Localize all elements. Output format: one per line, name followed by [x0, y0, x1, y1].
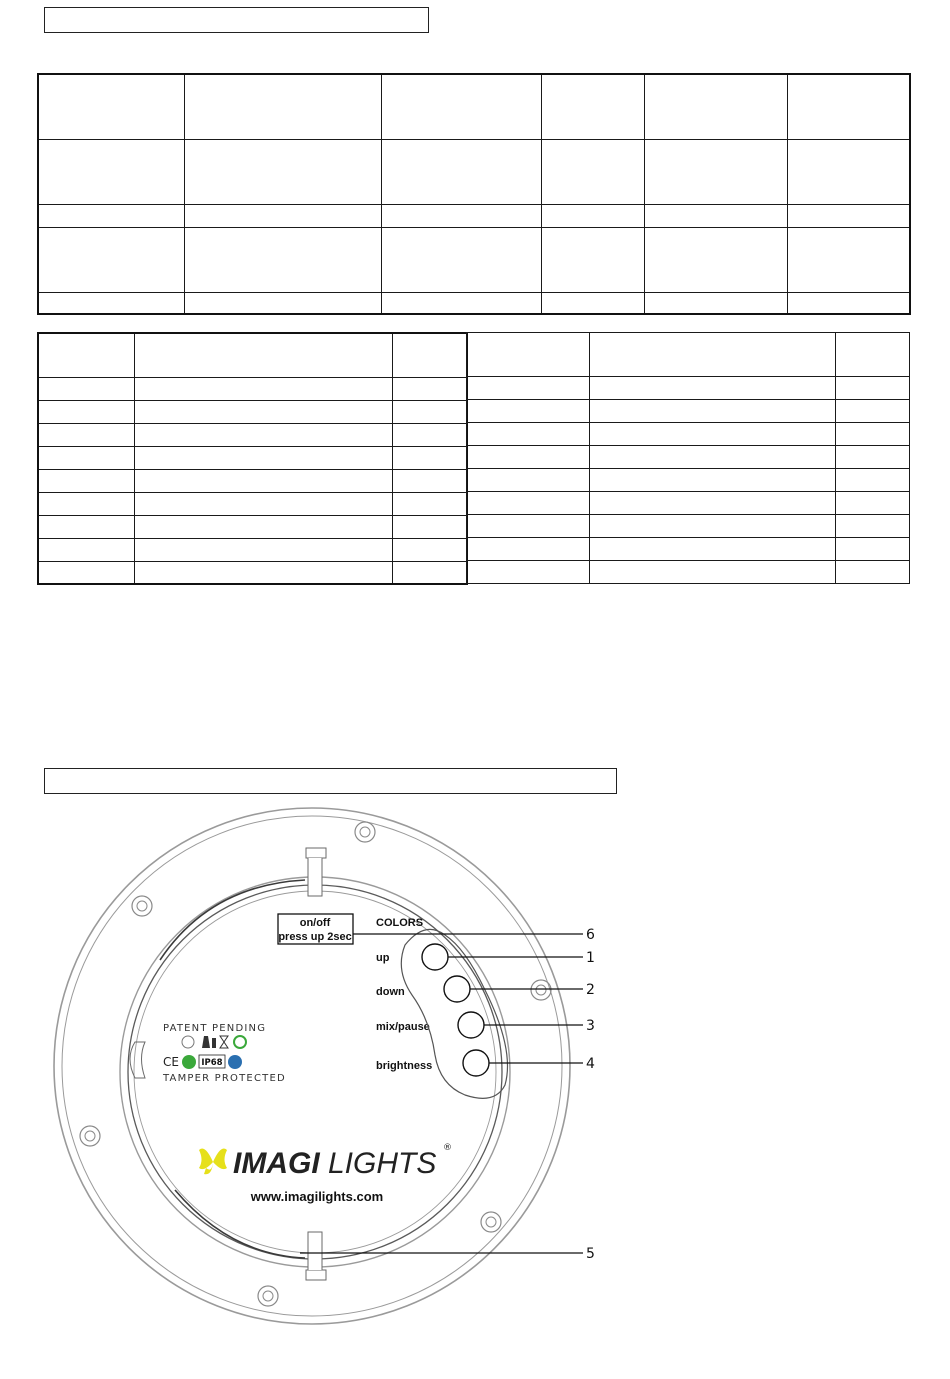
callout-number-2: 2	[586, 982, 595, 998]
table-row	[467, 423, 910, 446]
table-row	[38, 538, 467, 561]
table-row	[38, 515, 467, 538]
callout-lines	[300, 934, 583, 1253]
table-row	[467, 515, 910, 538]
quality-seal-icon	[228, 1055, 242, 1069]
brand-logo-light: LIGHTS	[328, 1147, 437, 1180]
ce-mark: CE	[163, 1055, 179, 1069]
patent-pending-text: PATENT PENDING	[163, 1023, 267, 1034]
up-label: up	[376, 952, 390, 964]
table-row	[467, 561, 910, 584]
website-url: www.imagilights.com	[250, 1189, 384, 1204]
tamper-protected-text: TAMPER PROTECTED	[163, 1073, 286, 1084]
table-row	[38, 400, 467, 423]
table-row	[467, 538, 910, 561]
screw-hole-icon	[355, 822, 375, 842]
product-diagram	[0, 780, 950, 1379]
spec-table-2-left	[37, 332, 468, 585]
table-row	[38, 227, 910, 292]
button-panel-outline	[401, 929, 507, 1098]
spec-table-2-right	[466, 332, 910, 584]
down-button[interactable]	[444, 976, 470, 1002]
screw-hole-icon	[531, 980, 551, 1000]
table-row	[38, 423, 467, 446]
screw-hole-icon	[258, 1286, 278, 1306]
eco-arrow-icon	[234, 1036, 246, 1048]
table-row	[38, 204, 910, 227]
brightness-button[interactable]	[463, 1050, 489, 1076]
callout-number-4: 4	[586, 1056, 595, 1072]
mix-pause-button[interactable]	[458, 1012, 484, 1038]
onoff-label-line2: press up 2sec	[278, 931, 352, 943]
brightness-label: brightness	[376, 1060, 433, 1072]
brand-logo-bold: IMAGI	[233, 1147, 320, 1180]
table-row	[38, 139, 910, 204]
screw-hole-icon	[132, 896, 152, 916]
disposal-person-icon	[202, 1036, 216, 1048]
callout-number-3: 3	[586, 1018, 595, 1034]
registered-mark: ®	[443, 1143, 452, 1153]
table-row	[38, 377, 467, 400]
down-label: down	[376, 986, 405, 998]
table-row	[38, 492, 467, 515]
ip68-text: IP68	[201, 1058, 223, 1068]
colors-label: COLORS	[376, 917, 424, 929]
recycle-triangle-icon	[182, 1036, 194, 1048]
table-row	[467, 377, 910, 400]
table-row	[467, 446, 910, 469]
callout-number-1: 1	[586, 950, 595, 966]
section-title-box-1	[44, 7, 429, 33]
table-row	[38, 561, 467, 584]
table-row	[467, 469, 910, 492]
up-button[interactable]	[422, 944, 448, 970]
mix-pause-label: mix/pause	[376, 1021, 430, 1033]
table-row	[467, 400, 910, 423]
spec-table-1	[37, 73, 911, 315]
callout-number-5: 5	[586, 1246, 595, 1262]
table-row	[38, 74, 910, 139]
butterfly-logo-icon	[199, 1149, 227, 1175]
screw-hole-icon	[481, 1212, 501, 1232]
green-leaf-icon	[182, 1055, 196, 1069]
hourglass-icon	[220, 1036, 228, 1048]
table-row	[38, 469, 467, 492]
certification-icons	[182, 1036, 246, 1048]
table-row	[467, 333, 910, 377]
table-row	[467, 492, 910, 515]
onoff-label-line1: on/off	[299, 917, 331, 929]
table-row	[38, 292, 910, 314]
table-row	[38, 333, 467, 377]
screw-hole-icon	[80, 1126, 100, 1146]
table-row	[38, 446, 467, 469]
callout-number-6: 6	[586, 927, 595, 943]
